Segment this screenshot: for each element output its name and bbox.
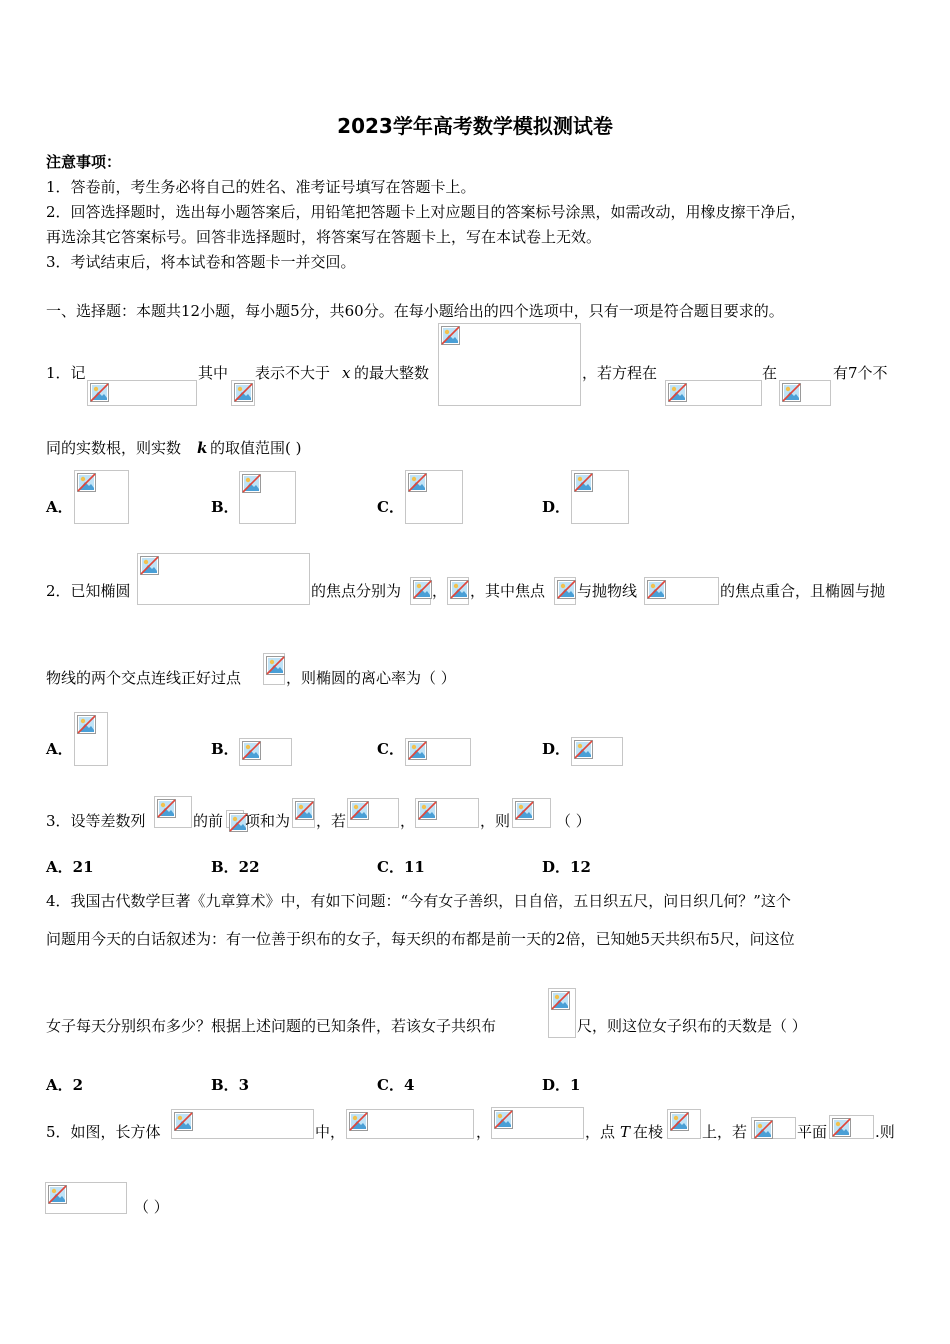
q3-text: ，若: [316, 812, 347, 830]
q1-variable: x: [342, 364, 351, 382]
q4-text: 尺，则这位女子织布的天数是（ ）: [577, 1017, 807, 1035]
formula-image: [346, 1109, 474, 1139]
q5-text: ，: [476, 1123, 492, 1141]
formula-image: [571, 737, 623, 766]
notice-item: 1．答卷前，考生务必将自己的姓名、准考证号填写在答题卡上。: [46, 178, 476, 196]
formula-image: [667, 1109, 701, 1139]
q1-option-b: B．: [211, 498, 239, 516]
formula-image: [171, 1109, 314, 1139]
q3-option-c: C．11: [377, 858, 425, 876]
q1-option-c: C．: [377, 498, 404, 516]
q5-text: .则: [875, 1123, 895, 1141]
formula-image: [154, 796, 192, 828]
formula-image: [829, 1115, 874, 1139]
formula-image: [751, 1117, 796, 1139]
formula-image: [292, 798, 315, 828]
q2-option-d: D．: [542, 740, 571, 758]
q4-text: 问题用今天的白话叙述为：有一位善于织布的女子，每天织的布都是前一天的2倍，已知她5天共织布5尺，问这位: [46, 930, 795, 948]
q2-text: ，: [432, 582, 448, 600]
formula-image: [554, 577, 576, 605]
q1-option-d: D．: [542, 498, 571, 516]
formula-image: [263, 653, 285, 685]
q4-text: 4．我国古代数学巨著《九章算术》中，有如下问题：“今有女子善织，日自倍，五日织五尺，问日织几何？”这个: [46, 892, 791, 910]
q5-variable: T: [620, 1123, 631, 1141]
formula-image: [231, 380, 255, 406]
formula-image: [410, 577, 431, 605]
formula-image: [548, 988, 576, 1038]
q1-text: 1．记: [46, 364, 86, 382]
q1-text: 同的实数根，则实数: [46, 439, 182, 457]
q1-text: 其中: [198, 364, 229, 382]
formula-image: [347, 798, 399, 828]
q3-text: ，: [400, 812, 416, 830]
formula-image: [665, 380, 762, 406]
q5-text: 在棱: [633, 1123, 664, 1141]
formula-image: [512, 798, 551, 828]
q5-text: 中，: [315, 1123, 346, 1141]
q3-option-b: B．22: [211, 858, 260, 876]
q1-text: 在: [762, 364, 778, 382]
formula-image: [644, 577, 719, 605]
q2-text: ，其中焦点: [470, 582, 546, 600]
formula-image: [447, 577, 469, 605]
formula-image: [74, 470, 129, 524]
formula-image: [415, 798, 479, 828]
notice-item: 2．回答选择题时，选出每小题答案后，用铅笔把答题卡上对应题目的答案标号涂黑，如需改动，用橡皮擦干净后，: [46, 203, 806, 221]
q3-text: ，则: [480, 812, 511, 830]
section-heading: 一、选择题：本题共12小题，每小题5分，共60分。在每小题给出的四个选项中，只有一项是符合题目要求的。: [46, 302, 784, 320]
q2-text: 2．已知椭圆: [46, 582, 131, 600]
formula-image: [226, 810, 244, 828]
formula-image: [779, 380, 831, 406]
formula-image: [137, 553, 310, 605]
notice-item: 3．考试结束后，将本试卷和答题卡一并交回。: [46, 253, 356, 271]
q2-text: ，则椭圆的离心率为（ ）: [286, 669, 456, 687]
q3-text: 项和为: [245, 812, 291, 830]
formula-image: [45, 1182, 127, 1214]
q5-text: 上，若: [702, 1123, 748, 1141]
q1-option-a: A．: [46, 498, 73, 516]
formula-image: [239, 471, 296, 524]
formula-image: [87, 380, 197, 406]
formula-image: [438, 323, 581, 406]
q5-text: （ ）: [134, 1198, 169, 1216]
q4-option-a: A．2: [46, 1076, 84, 1094]
q3-text: 3．设等差数列: [46, 812, 146, 830]
q4-text: 女子每天分别织布多少？根据上述问题的已知条件，若该女子共织布: [46, 1017, 497, 1035]
q4-option-d: D．1: [542, 1076, 581, 1094]
notice-item: 再选涂其它答案标号。回答非选择题时，将答案写在答题卡上，写在本试卷上无效。: [46, 228, 602, 246]
q3-text: （ ）: [556, 812, 591, 830]
q4-option-c: C．4: [377, 1076, 415, 1094]
q2-text: 物线的两个交点连线正好过点: [46, 669, 242, 687]
q5-text: ，点: [585, 1123, 616, 1141]
q2-text: 的焦点重合，且椭圆与抛: [720, 582, 886, 600]
q5-text: 5．如图，长方体: [46, 1123, 161, 1141]
q1-text: 的最大整数: [354, 364, 430, 382]
q3-text: 的前: [193, 812, 224, 830]
formula-image: [405, 738, 471, 766]
q2-option-b: B．: [211, 740, 239, 758]
q3-option-d: D．12: [542, 858, 591, 876]
q4-option-b: B．3: [211, 1076, 250, 1094]
formula-image: [405, 470, 463, 524]
formula-image: [491, 1107, 584, 1139]
formula-image: [239, 738, 292, 766]
q1-text: 的取值范围( ): [210, 439, 302, 457]
q2-text: 的焦点分别为: [311, 582, 402, 600]
q2-text: 与抛物线: [577, 582, 638, 600]
q2-option-a: A．: [46, 740, 73, 758]
q2-option-c: C．: [377, 740, 404, 758]
formula-image: [571, 470, 629, 524]
q3-option-a: A．21: [46, 858, 94, 876]
q1-variable: k: [197, 439, 208, 457]
q1-text: ，若方程在: [582, 364, 658, 382]
q5-text: 平面: [797, 1123, 828, 1141]
q1-text: 有7个不: [833, 364, 888, 382]
q1-text: 表示不大于: [255, 364, 331, 382]
notice-heading: 注意事项：: [46, 153, 122, 171]
page-title: 2023学年高考数学模拟测试卷: [337, 114, 613, 138]
formula-image: [74, 712, 108, 766]
